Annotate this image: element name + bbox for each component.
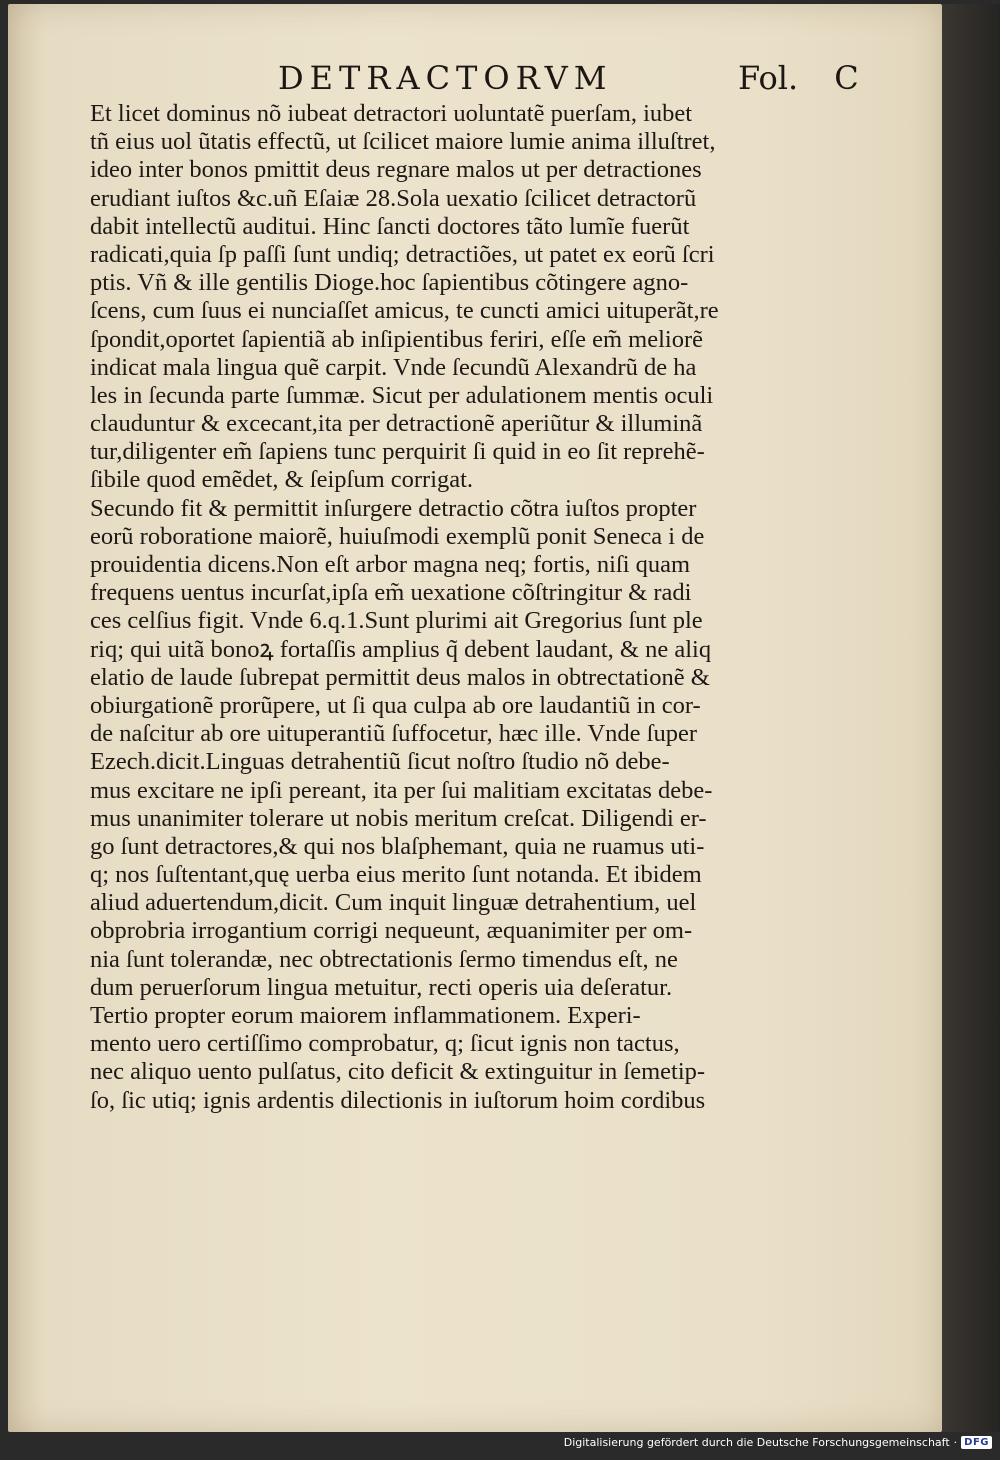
scanned-page [8,4,942,1432]
text-line: dabit intellectũ auditui. Hinc ſancti doctores tãto lumĩe fuerũt [90,212,690,240]
text-line: frequens uentus incurſat,ipſa em̃ uexatione cõſtringitur & radi [90,579,692,607]
text-line: mus excitare ne ipſi pereant, ita per ſui malitiam excitatas debe- [90,776,713,804]
text-line: nia ſunt tolerandæ, nec obtrectationis ſermo timendus eſt, ne [90,945,678,973]
text-line: mus unanimiter tolerare ut nobis meritum creſcat. Diligendi er- [90,804,707,832]
text-line: ces celſius figit. Vnde 6.q.1.Sunt plurimi ait Gregorius ſunt ple [90,607,703,635]
text-line: Ezech.dicit.Linguas detrahentiũ ſicut noſtro ſtudio nõ debe- [90,748,670,776]
text-line: riq; qui uitã bonoꝝ fortaſſis amplius q̃ debent laudant, & ne aliq [90,635,712,663]
body-text [90,100,850,1115]
text-line: nec aliquo uento pulſatus, cito deficit & extinguitur in ſemetip- [90,1058,706,1086]
text-line: prouidentia dicens.Non eſt arbor magna neq; fortis, niſi quam [90,551,691,578]
text-line: erudiant iuſtos &c.uñ Eſaiæ 28.Sola uexatio ſcilicet detractorũ [90,184,697,212]
text-line: go ſunt detractores,& qui nos blaſphemant, quia ne ruamus uti- [90,832,705,860]
text-line: dum peruerſorum lingua metuitur, recti operis uia deſeratur. [90,973,673,1001]
text-line: radicati,quia ſp paſſi ſunt undiq; detractiões, ut patet ex eorũ ſcri [90,240,715,268]
text-line: clauduntur & excecant,ita per detractionẽ aperiũtur & illuminã [90,410,703,438]
text-line: mento uero certiſſimo comprobatur, q; ſicut ignis non tactus, [90,1030,680,1058]
text-line: q; nos ſuſtentant,quę uerba eius merito ſunt notanda. Et ibidem [90,861,702,889]
text-line: indicat mala lingua quẽ carpit. Vnde ſecundũ Alexandrũ de ha [90,353,697,381]
text-line: obiurgationẽ prorũpere, ut ſi qua culpa ab ore laudantiũ in cor- [90,691,701,719]
text-line: elatio de laude ſubrepat permittit deus malos in obtrectationẽ & [90,663,710,691]
text-line: les in ſecunda parte ſummæ. Sicut per adulationem mentis oculi [90,381,714,409]
text-line: tur,diligenter em̃ ſapiens tunc perquirit ſi quid in eo ſit reprehẽ- [90,438,705,466]
text-line: ſcens, cum ſuus ei nunciaſſet amicus, te cuncti amici uituperãt,re [90,297,719,325]
text-line: Et licet dominus nõ iubeat detractori uoluntatẽ puerſam, iubet [90,100,693,127]
text-line: obprobria irrogantium corrigi nequeunt, æquanimiter per om- [90,917,693,945]
funding-footer: Digitalisierung gefördert durch die Deutsche Forschungsgemeinschaft · DFG [564,1434,992,1450]
text-line: de naſcitur ab ore uituperantiũ ſuffocetur, hæc ille. Vnde ſuper [90,720,698,748]
text-line: Tertio propter eorum maiorem inflammationem. Experi- [90,1002,641,1029]
folio-number: C [834,59,859,97]
folio [738,59,859,97]
text-line: Secundo fit & permittit inſurgere detractio cõtra iuſtos propter [90,494,697,522]
text-line: ſpondit,oportet ſapientiã ab inſipientibus feriri, eſſe em̃ meliorẽ [90,325,704,353]
text-line: eorũ roboratione maiorẽ, huiuſmodi exemplũ ponit Seneca i de [90,522,705,550]
dfg-logo-icon: DFG [961,1436,992,1449]
text-line: ptis. Vñ & ille gentilis Dioge.hoc ſapientibus cõtingere agno- [90,269,689,297]
text-line: ſibile quod emẽdet, & ſeipſum corrigat. [90,466,474,494]
text-line: ſo, ſic utiq; ignis ardentis dilectionis in iuſtorum hoim cordibus [90,1086,706,1114]
text-line: aliud aduertendum,dicit. Cum inquit linguæ detrahentium, uel [90,889,697,917]
page-edge-shadow [942,4,1000,1432]
running-head: DETRACTORVM [278,59,613,97]
folio-label: Fol. [738,59,799,97]
text-line: tñ eius uol ũtatis effectũ, ut ſcilicet maiore lumie anima illuſtret, [90,128,716,156]
funding-notice: Digitalisierung gefördert durch die Deutsche Forschungsgemeinschaft [563,1435,950,1449]
text-line: ideo inter bonos pmittit deus regnare malos ut per detractiones [90,156,702,184]
